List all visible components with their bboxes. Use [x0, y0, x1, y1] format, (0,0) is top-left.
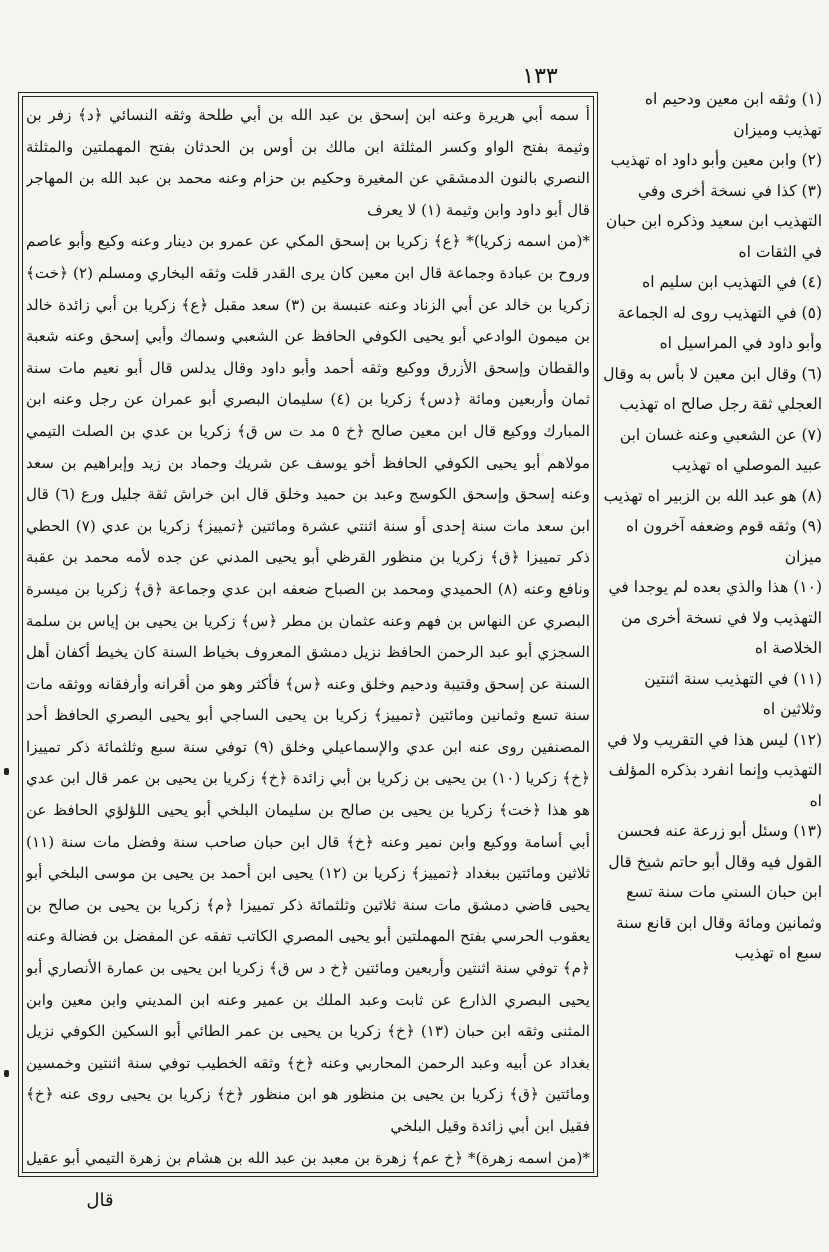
main-text-block	[26, 100, 590, 1170]
main-paragraph: أ سمه أبي هريرة وعنه ابن إسحق بن عبد الله بن أبي طلحة وثقه النسائي ﴿د﴾ زفر بن وثيمة بفتح الواو وكسر المثلثة ابن مالك بن أوس بن الحدثان بفتح المهملتين والمثلثة النصري بالنون الدمشقي عن المغيرة وحكيم بن حزام وعنه محمد بن عبد الله بن المهاجر قال أبو داود وابن وثيمة (١) لا يعرف	[26, 106, 590, 219]
margin-note: (١٠) هذا والذي بعده لم يوجدا في التهذيب ولا في نسخة أخرى من الخلاصة اه	[608, 578, 822, 657]
margin-note: (٢) وابن معين وأبو داود اه تهذيب	[610, 151, 822, 169]
margin-note: (١١) في التهذيب سنة اثنتين وثلاثين اه	[644, 669, 822, 718]
margin-note: (٣) كذا في نسخة أخرى وفي التهذيب ابن سعيد وذكره ابن حبان في الثقات اه	[605, 181, 822, 261]
margin-speck	[4, 1070, 9, 1077]
margin-notes	[602, 84, 822, 1224]
margin-note: (٦) وقال ابن معين لا بأس به وقال العجلي ثقة رجل صالح اه تهذيب	[603, 364, 822, 413]
margin-note: (٤) في التهذيب ابن سليم اه	[642, 273, 822, 291]
margin-note: (٧) عن الشعبي وعنه غسان ابن عبيد الموصلي اه تهذيب	[619, 425, 822, 474]
margin-speck	[4, 768, 9, 775]
main-paragraph: *(من اسمه زكريا)* ﴿ع﴾ زكريا بن إسحق المكي عن عمرو بن دينار وعنه وكيع وأبو عاصم وروح بن عبادة وجماعة قال ابن معين كان يرى القدر قلت وثقه البخاري ومسلم (٢) ﴿خت﴾ زكريا بن خالد عن أبي الزناد وعنه عنبسة بن (٣) سعد مقبل ﴿ع﴾ زكريا بن أبي زائدة خالد بن ميمون الوادعي أبو يحيى الكوفي الحافظ عن الشعبي وسماك وأبي إسحق وعنه شعبة والقطان وإسحق الأزرق ووكيع وثقه أحمد وأبو داود وقال يدلس قال أبو نعيم مات سنة ثمان وأربعين ومائة ﴿دس﴾ زكريا بن (٤) سليمان البصري أبو عمران عن رجل وعنه ابن المبارك ووكيع قال ابن معين صالح ﴿خ ٥ مد ت س ق﴾ زكريا بن عدي بن الصلت التيمي مولاهم أبو يحيى الكوفي الحافظ أخو يوسف عن شريك وحماد بن زيد وإبراهيم بن سعد وعنه إسحق وإسحق الكوسج وعبد بن حميد وخلق قال ابن خراش ثقة جليل ورع (٦) قال ابن سعد مات سنة إحدى أو سنة اثنتي عشرة ومائتين ﴿تمييز﴾ زكريا بن عدي (٧) الحطي ذكر تمييزا ﴿ق﴾ زكريا بن منظور القرظي أبو يحيى المدني عن جده لأمه محمد بن عقبة ونافع وعنه (٨) الحميدي ومحمد بن الصباح ضعفه ابن عدي وجماعة ﴿ق﴾ زكريا بن ميسرة البصري عن النهاس بن فهم وعنه عثمان بن مطر ﴿س﴾ زكريا بن يحيى بن إياس بن سلمة السجزي أبو عبد الرحمن الحافظ نزيل دمشق المعروف بخياط السنة كان يخيط أكفان أهل السنة عن إسحق وقتيبة ودحيم وخلق وعنه ﴿س﴾ فأكثر وهو من أقرانه وأرفقانه ووثقه مات سنة تسع وثمانين ومائتين ﴿تمييز﴾ زكريا بن يحيى الساجي أبو يحيى البصري الحافظ أحد المصنفين روى عنه ابن عدي والإسماعيلي وخلق (٩) توفي سنة سبع وثلثمائة ذكر تمييزا ﴿خ﴾ زكريا (١٠) بن يحيى بن زكريا بن أبي زائدة ﴿خ﴾ زكريا بن يحيى بن عمر قال ابن عدي هو هذا ﴿خت﴾ زكريا بن يحيى بن صالح بن سليمان البلخي أبو يحيى اللؤلؤي الحافظ عن أبي أسامة ووكيع وابن نمير وعنه ﴿خ﴾ قال ابن حبان صاحب سنة وفضل مات سنة (١١) ثلاثين ومائتين ببغداد ﴿تمييز﴾ زكريا بن (١٢) يحيى ابن أحمد بن يحيى بن موسى البلخي أبو يحيى قاضي دمشق مات سنة ثلاثين وثلثمائة ذكر تمييزا ﴿م﴾ زكريا بن يحيى بن صالح بن يعقوب الحرسي بفتح المهملتين أبو يحيى المصري الكاتب تفقه عن المفضل بن فضالة وعنه ﴿م﴾ توفي سنة اثنتين وأربعين ومائتين ﴿خ د س ق﴾ زكريا ابن يحيى بن عمارة الأنصاري أبو يحيى البصري الذارع عن ثابت وعبد الملك بن عمير وعنه ابن المديني وابن معين وابن المثنى وثقه ابن حبان (١٣) ﴿خ﴾ زكريا بن يحيى بن عمر الطائي أبو السكين الكوفي نزيل بغداد عن أبيه وعبد الرحمن المحاربي وعنه ﴿خ﴾ وثقه الخطيب توفي سنة اثنتين وخمسين ومائتين ﴿ق﴾ زكريا بن يحيى بن منظور هو ابن منظور ﴿خ﴾ زكريا بن يحيى روى عنه ﴿خ﴾ فقيل ابن أبي زائدة وقيل البلخي	[26, 232, 590, 1135]
page-number: ١٣٣	[522, 64, 558, 89]
margin-note: (١٣) وسئل أبو زرعة عنه فحسن القول فيه وقال أبو حاتم شيخ قال ابن حبان السني مات سنة تسع وثمانين ومائة وقال ابن قانع سنة سبع اه تهذيب	[608, 822, 822, 962]
main-paragraph: *(من اسمه زهرة)* ﴿خ عم﴾ زهرة بن معبد بن عبد الله بن هشام بن زهرة التيمي أبو عقيل	[26, 1148, 590, 1167]
margin-note: (١) وثقه ابن معين ودحيم اه تهذيب وميزان	[644, 90, 822, 139]
margin-note: (٨) هو عبد الله بن الزبير اه تهذيب	[603, 486, 822, 505]
margin-note: (١٢) ليس هذا في التقريب ولا في التهذيب وإنما انفرد بذكره المؤلف اه	[607, 730, 822, 810]
margin-note: (٩) وثقه قوم وضعفه آخرون اه ميزان	[625, 517, 822, 566]
catchword: قال	[86, 1190, 114, 1211]
margin-note: (٥) في التهذيب روى له الجماعة وأبو داود في المراسيل اه	[617, 303, 822, 352]
